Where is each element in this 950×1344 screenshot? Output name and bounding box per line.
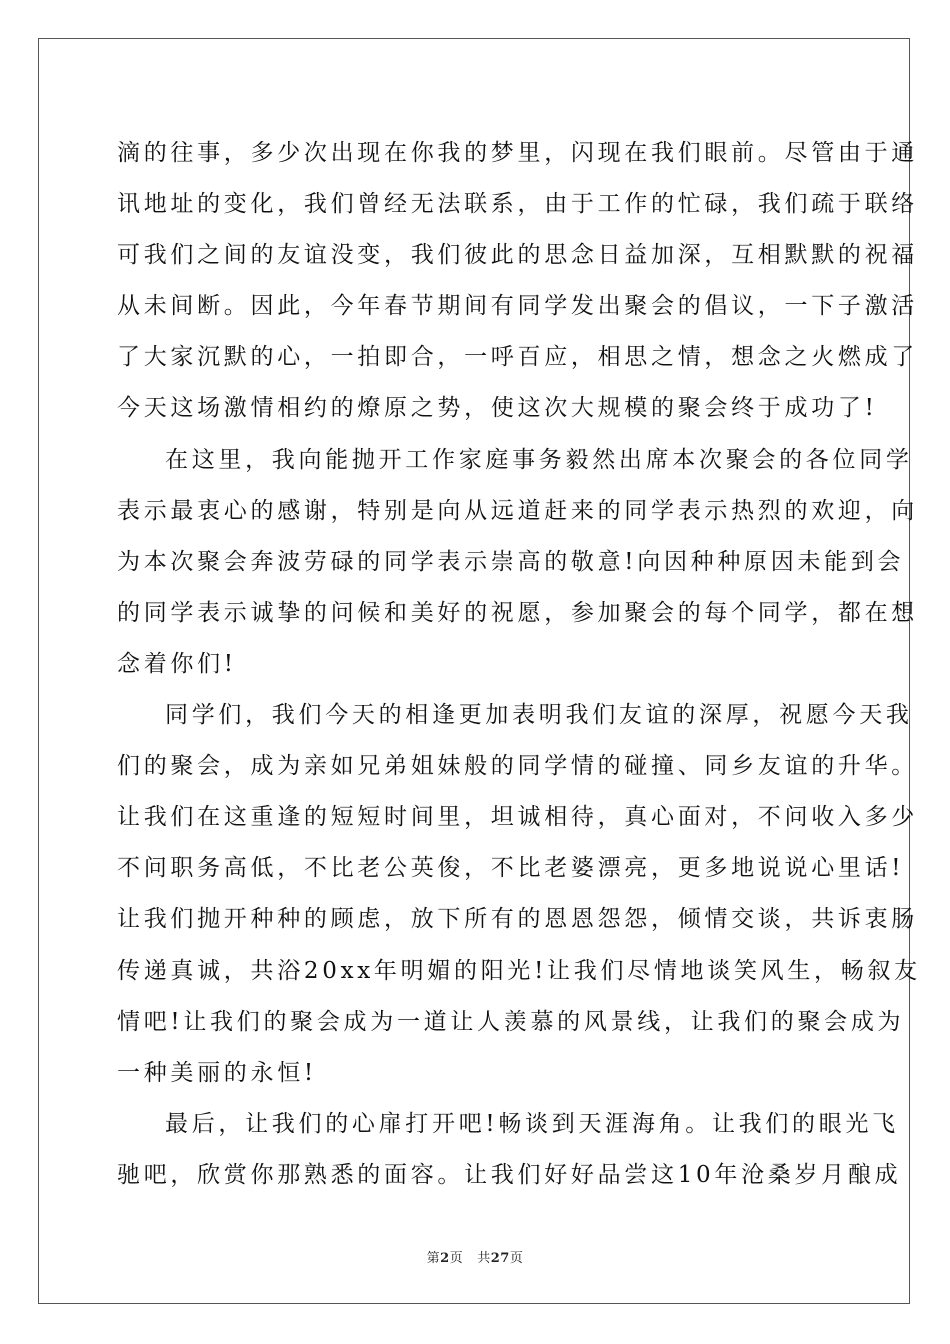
text-line: 念着你们! — [117, 650, 237, 677]
text-line: 们的聚会，成为亲如兄弟姐妹般的同学情的碰撞、同乡友谊的升华。 — [117, 753, 918, 780]
page-suffix: 页 — [449, 1251, 464, 1266]
document-body — [117, 128, 921, 1201]
text-line: 从未间断。因此，今年春节期间有同学发出聚会的倡议，一下子激活 — [117, 293, 918, 320]
text-line: 今天这场激情相约的燎原之势，使这次大规模的聚会终于成功了! — [117, 395, 878, 422]
text-line: 一种美丽的永恒! — [117, 1059, 317, 1086]
total-pages: 27 — [490, 1251, 510, 1266]
text-line: 不问职务高低，不比老公英俊，不比老婆漂亮，更多地说说心里话! — [117, 855, 905, 882]
text-line: 让我们在这重逢的短短时间里，坦诚相待，真心面对，不问收入多少 — [117, 804, 918, 831]
page-footer — [0, 1247, 950, 1266]
text-line: 传递真诚，共浴20xx年明媚的阳光!让我们尽情地谈笑风生，畅叙友 — [117, 957, 921, 984]
total-suffix: 页 — [509, 1251, 524, 1266]
page-prefix: 第 — [426, 1251, 441, 1266]
text-line: 同学们，我们今天的相逢更加表明我们友谊的深厚，祝愿今天我 — [165, 702, 913, 729]
text-line: 表示最衷心的感谢，特别是向从远道赶来的同学表示热烈的欢迎，向 — [117, 497, 918, 524]
text-line: 情吧!让我们的聚会成为一道让人羡慕的风景线，让我们的聚会成为 — [117, 1008, 905, 1035]
text-line: 最后，让我们的心扉打开吧!畅谈到天涯海角。让我们的眼光飞 — [165, 1110, 899, 1137]
page-number: 2 — [440, 1251, 450, 1266]
total-prefix: 共 — [477, 1251, 491, 1266]
text-line: 驰吧，欣赏你那熟悉的面容。让我们好好品尝这10年沧桑岁月酿成 — [117, 1161, 902, 1188]
text-line: 滴的往事，多少次出现在你我的梦里，闪现在我们眼前。尽管由于通 — [117, 140, 918, 166]
text-line: 让我们抛开种种的顾虑，放下所有的恩恩怨怨，倾情交谈，共诉衷肠 — [117, 906, 918, 933]
text-line: 了大家沉默的心，一拍即合，一呼百应，相思之情，想念之火燃成了 — [117, 344, 918, 371]
text-line: 可我们之间的友谊没变，我们彼此的思念日益加深，互相默默的祝福 — [117, 242, 918, 269]
text-line: 讯地址的变化，我们曾经无法联系，由于工作的忙碌，我们疏于联络 — [117, 191, 918, 218]
text-line: 的同学表示诚挚的问候和美好的祝愿，参加聚会的每个同学，都在想 — [117, 599, 918, 626]
text-line: 在这里，我向能抛开工作家庭事务毅然出席本次聚会的各位同学 — [165, 446, 913, 473]
text-line: 为本次聚会奔波劳碌的同学表示崇高的敬意!向因种种原因未能到会 — [117, 548, 905, 575]
